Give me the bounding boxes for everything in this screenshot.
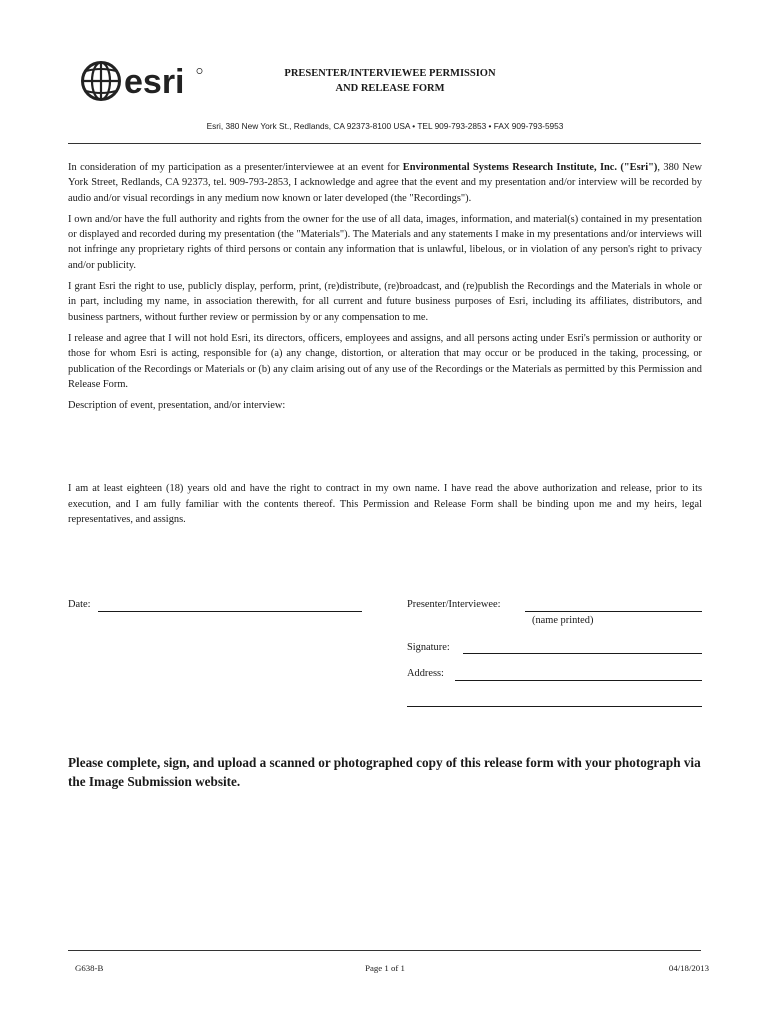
presenter-label: Presenter/Interviewee: bbox=[407, 599, 501, 610]
address-field-line-2[interactable] bbox=[407, 706, 702, 707]
form-body bbox=[68, 160, 702, 527]
esri-logo bbox=[80, 57, 204, 105]
form-title-line-1: PRESENTER/INTERVIEWEE PERMISSION bbox=[284, 68, 496, 79]
signature-label: Signature: bbox=[407, 642, 450, 653]
address-label: Address: bbox=[407, 668, 444, 679]
logo-wordmark: esri bbox=[124, 63, 185, 101]
grant-paragraph: I grant Esri the right to use, publicly display, perform, print, (re)distribute, (re)broadcast, and (re)publish the Recordings and the Materials in whole or in part, including my name, in association therewith, for all current and future business purposes of Esri, including its affiliates, distributors, and business partners, without further review or permission by or any compensation to me. bbox=[68, 281, 702, 323]
address-field-line-1[interactable] bbox=[455, 680, 702, 681]
release-paragraph: I release and agree that I will not hold Esri, its directors, officers, employees and assigns, and all persons acting under Esri's permission or authority or those for whom Esri is acting, responsible for (a) any change, distortion, or alteration that may occur or be produced in the taking, processing, or publication of the Recordings or Materials or (b) any claim arising out of any use of the Recordings or the Materials as permitted by this Permission and Release Form. bbox=[68, 332, 702, 390]
footer-rule bbox=[68, 950, 701, 951]
name-printed-caption: (name printed) bbox=[532, 615, 594, 626]
signature-field[interactable] bbox=[463, 653, 702, 654]
form-title bbox=[240, 66, 540, 96]
form-date: 04/18/2013 bbox=[668, 963, 709, 973]
age-paragraph: I am at least eighteen (18) years old and have the right to contract in my own name. I have read the above authorization and release, prior to its execution, and I am fully familiar with the contents thereof. This Permission and Release Form shall be binding upon me and my heirs, legal representatives, and assigns. bbox=[68, 483, 702, 526]
registered-mark bbox=[197, 68, 202, 73]
description-prompt: Description of event, presentation, and/or interview: bbox=[68, 400, 286, 412]
globe-icon bbox=[83, 63, 120, 100]
date-field[interactable] bbox=[98, 611, 362, 612]
consideration-paragraph bbox=[68, 160, 702, 206]
presenter-name-field[interactable] bbox=[525, 611, 702, 612]
contact-line: Esri, 380 New York St., Redlands, CA 92373-8100 USA • TEL 909-793-2853 • FAX 909-793-5953 bbox=[206, 121, 564, 131]
consideration-lead: In consideration of my participation as a presenter/interviewee at an event for bbox=[68, 162, 403, 173]
upload-instruction: Please complete, sign, and upload a scanned or photographed copy of this release form with your photograph via the Image Submission website. bbox=[68, 755, 701, 789]
consideration-rest: , 380 New York Street, Redlands, CA 92373, tel. 909-793-2853, I acknowledge and agree that the event and my presentation and/or interview will be recorded by audio and/or visual recordings in any medium now known or later developed (the "Recordings"). bbox=[68, 162, 703, 204]
page-number: Page 1 of 1 bbox=[365, 963, 405, 973]
header-rule bbox=[68, 143, 701, 144]
date-label: Date: bbox=[68, 599, 91, 610]
form-title-line-2: AND RELEASE FORM bbox=[335, 83, 445, 94]
ownership-paragraph: I own and/or have the full authority and rights from the owner for the use of all data, images, information, and material(s) contained in my presentation or displayed and recorded during my presentation (the "Materials"). The Materials and any statements I make in my presentations and/or interviews will not infringe any proprietary rights of third persons or contain any information that is unlawful, libelous, or in violation of any person's right to privacy and/or publicity. bbox=[68, 213, 702, 271]
company-name: Environmental Systems Research Institute, Inc. ("Esri") bbox=[402, 162, 658, 173]
form-code: G638-B bbox=[75, 963, 104, 973]
